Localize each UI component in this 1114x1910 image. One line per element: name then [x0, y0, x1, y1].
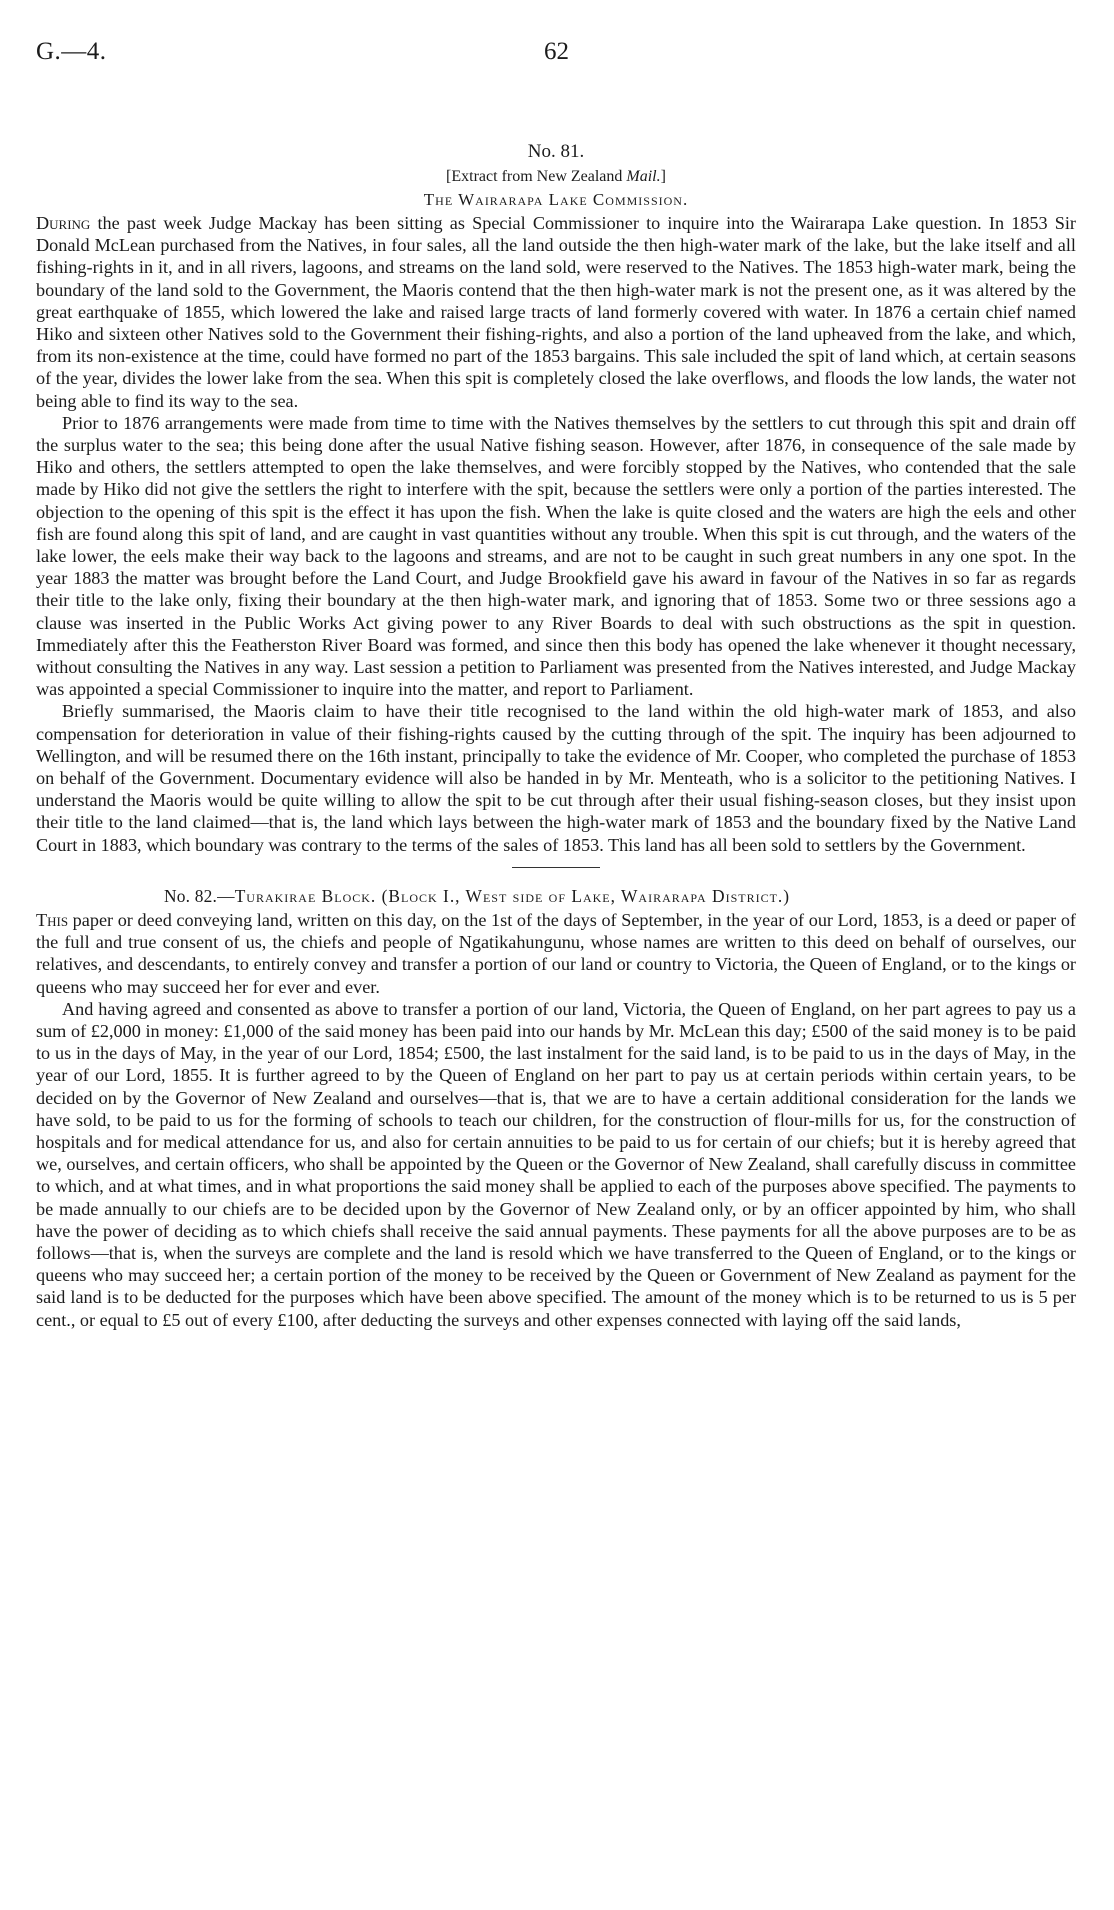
paragraph-text: the past week Judge Mackay has been sitting as Special Commissioner to inquire into the Wairarapa Lake question. In 1853 Sir Donald McLean purchased from the Natives, in four sales, all the land outside the then high-water mark of the lake, but the lake itself and all fishing-rights in it, and in all rivers, lagoons, and streams on the land sold, were reserved to the Natives. The 1853 high-water mark, being the boundary of the land sold to the Government, the Maoris contend that the then high-water mark is not the present one, as it was altered by the great earthquake of 1855, which lowered the lake and raised large tracts of land formerly covered with water. In 1876 a certain chief named Hiko and sixteen other Natives sold to the Government their fishing-rights, and also a portion of the land upheaved from the lake, and which, from its non-existence at the time, could have formed no part of the 1853 bargains. This sale included the spit of land which, at certain seasons of the year, divides the lower lake from the sea. When this spit is completely closed the lake overflows, and floods the low lands, the water not being able to find its way to the sea.: [36, 213, 1076, 411]
section-number: No. 81.: [527, 141, 585, 162]
section-81: [36, 140, 1076, 856]
paragraph: Prior to 1876 arrangements were made from time to time with the Natives themselves by the settlers to cut through this spit and drain off the surplus water to the sea; this being done after the usual Native fishing season. However, after 1876, in consequence of the sale made by Hiko and others, the settlers attempted to open the lake themselves, and were forcibly stopped by the Natives, who contended that the sale made by Hiko did not give the settlers the right to interfere with the spit, because the settlers were only a portion of the parties interested. The objection to the opening of this spit is the effect it has upon the fish. When the lake is quite closed and the waters are high the eels and other fish are found along this spit of land, and are caught in vast quantities without any trouble. When this spit is cut through, and the waters of the lake lower, the eels make their way back to the lagoons and streams, and are not to be caught in such great numbers in any one spot. In the year 1883 the matter was brought before the Land Court, and Judge Brookfield gave his award in favour of the Natives in so far as regards their title to the lake only, fixing their boundary at the then high-water mark, and ignoring that of 1853. Some two or three sessions ago a clause was inserted in the Public Works Act giving power to any River Boards to deal with such obstructions as the spit in question. Immediately after this the Featherston River Board was formed, and since then this body has opened the lake whenever it thought necessary, without consulting the Natives in any way. Last session a petition to Parliament was presented from the Natives interested, and Judge Mackay was appointed a special Commissioner to inquire into the matter, and report to Parliament.: [36, 412, 1076, 700]
paragraph: [36, 212, 1076, 412]
section-82: [36, 885, 1076, 1331]
paragraph: Briefly summarised, the Maoris claim to have their title recognised to the land within the old high-water mark of 1853, and also compensation for deterioration in value of their fishing-rights caused by the cutting through of the spit. The inquiry has been adjourned to Wellington, and will be resumed there on the 16th instant, principally to take the evidence of Mr. Cooper, who completed the purchase of 1853 on behalf of the Government. Documentary evidence will also be handed in by Mr. Menteath, who is a solicitor to the petitioning Natives. I understand the Maoris would be quite willing to allow the spit to be cut through after their usual fishing-season closes, but they insist upon their title to the land claimed—that is, the land which lays between the high-water mark of 1853 and the boundary fixed by the Native Land Court in 1883, which boundary was contrary to the terms of the sales of 1853. This land has all been sold to settlers by the Government.: [36, 701, 1076, 855]
extract-source: [36, 166, 1076, 188]
paragraph-lead: This: [36, 909, 69, 930]
paragraph-lead: During: [36, 213, 91, 233]
block-location: (Block I., West side of Lake, Wairarapa District.): [376, 885, 791, 906]
extract-italic: Mail.: [626, 168, 661, 185]
section-divider: [512, 867, 600, 868]
paragraph: And having agreed and consented as above to transfer a portion of our land, Victoria, the Queen of England, on her part agrees to pay us a sum of £2,000 in money: £1,000 of the said money has been paid into our hands by Mr. McLean this day; £500 of the said money is to be paid to us in the days of May, in the year of our Lord, 1854; £500, the last instalment for the said land, is to be paid to us in the days of May, in the year of our Lord, 1855. It is further agreed to by the Queen of England on her part to pay us at certain periods within certain years, to be decided on by the Governor of New Zealand and ourselves—that is, that we are to have a certain additional consideration for the lands we have sold, to be paid to us for the forming of schools to teach our children, for the construction of flour-mills for us, for the construction of hospitals and for medical attendance for us, and also for certain annuities to be paid to us for certain of our chiefs; but it is hereby agreed that we, ourselves, and certain officers, who shall be appointed by the Queen or the Governor of New Zealand, shall carefully discuss in committee to which, and at what times, and in what proportions the said money shall be applied to each of the purposes above specified. The payments to be made annually to our chiefs are to be decided upon by the Governor of New Zealand only, or by an officer appointed by him, who shall have the power of deciding as to which chiefs shall receive the said annual payments. These payments for all the above purposes are to be as follows—that is, when the surveys are complete and the land is resold which we have transferred to the Queen of England, or to the kings or queens who may succeed her; a certain portion of the money to be received by the Queen or Government of New Zealand as payment for the said land is to be deducted for the purposes which have been above specified. The amount of the money which is to be returned to us is 5 per cent., or equal to £5 out of every £100, after deducting the surveys and other expenses connected with laying off the said lands,: [36, 998, 1076, 1330]
document-page: [36, 38, 1076, 1331]
extract-suffix: ]: [660, 168, 666, 185]
document-code: G.—4.: [36, 38, 107, 65]
section-title: The Wairarapa Lake Commission.: [423, 190, 689, 209]
paragraph-text: paper or deed conveying land, written on this day, on the 1st of the days of September, in the year of our Lord, 1853, is a deed or paper of the full and true consent of us, the chiefs and people of Ngatikahungunu, whose names are written to this deed on behalf of ourselves, our relatives, and descendants, to entirely convey and transfer a portion of our land or country to Victoria, the Queen of England, or to the kings or queens who may succeed her for ever and ever.: [36, 909, 1076, 997]
extract-prefix: [Extract from New Zealand: [446, 168, 627, 185]
paragraph: [36, 909, 1076, 998]
page-number: 62: [544, 38, 569, 65]
section-heading: [36, 885, 1076, 907]
page-header: [36, 38, 1076, 78]
block-name: Turakirae Block.: [234, 885, 377, 906]
section-number: No. 82.—: [164, 885, 235, 906]
